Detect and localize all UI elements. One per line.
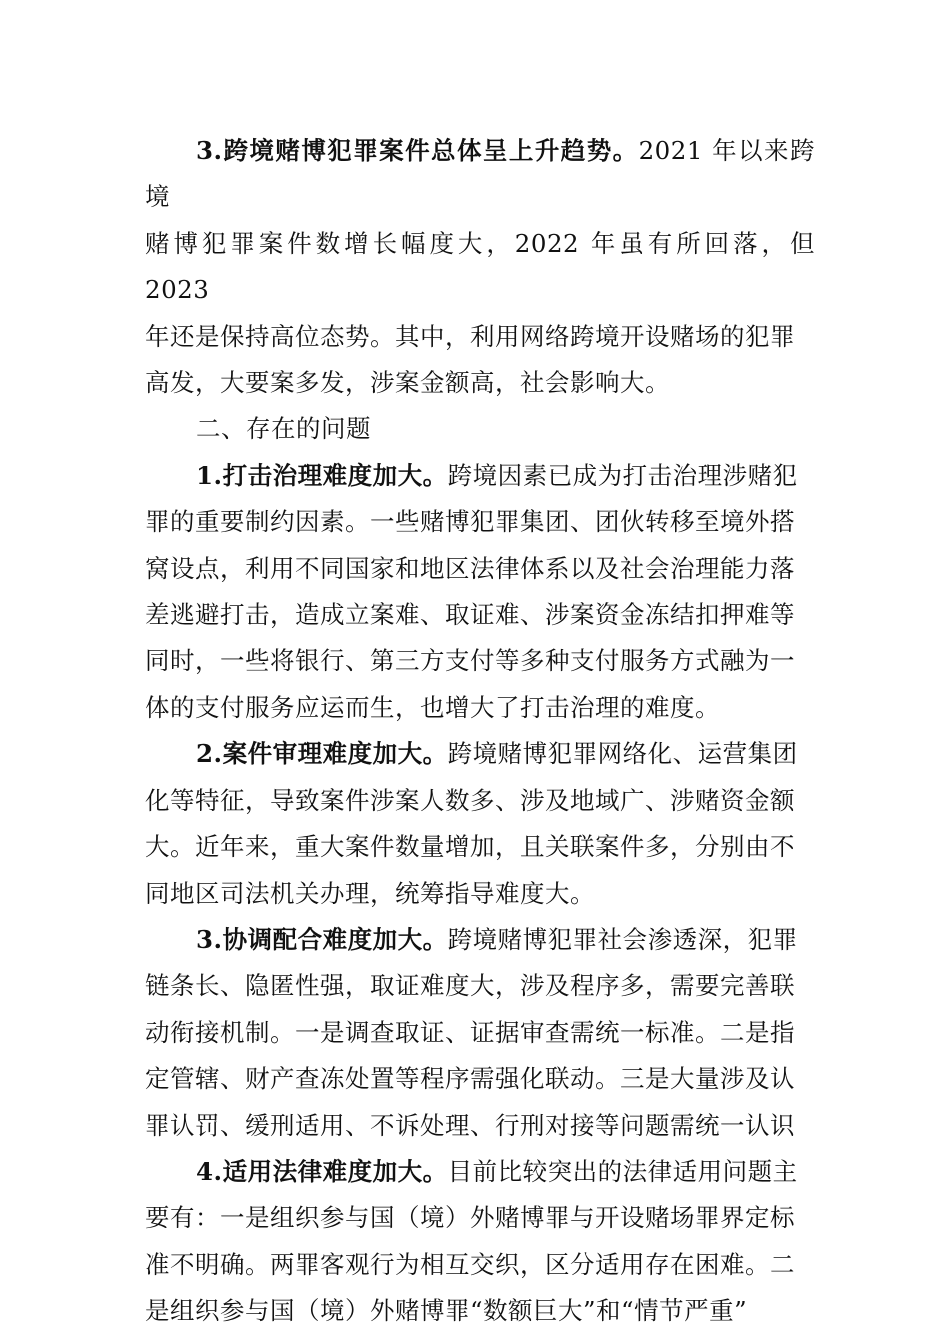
paragraph-legal-application-difficulty (145, 1149, 815, 1335)
section-heading-problems: 二、存在的问题 (196, 414, 371, 444)
paragraph-line: 准不明确。两罪客观行为相互交织，区分适用存在困难。二 (145, 1249, 795, 1279)
paragraph-lead: 1.打击治理难度加大。 (196, 460, 448, 490)
paragraph-line: 目前比较突出的法律适用问题主 (447, 1156, 798, 1186)
paragraph-lead: 4.适用法律难度加大。 (196, 1156, 448, 1186)
paragraph-line: 动衔接机制。一是调查取证、证据审查需统一标准。二是指 (145, 1017, 795, 1047)
paragraph-line: 2021 年以来跨境 (145, 136, 815, 212)
paragraph-line: 高发，大要案多发，涉案金额高，社会影响大。 (145, 368, 670, 398)
paragraph-line: 差逃避打击，造成立案难、取证难、涉案资金冻结扣押难等 (145, 600, 795, 630)
paragraph-coordination-difficulty (145, 917, 815, 1149)
paragraph-line: 年还是保持高位态势。其中，利用网络跨境开设赌场的犯罪 (145, 321, 795, 351)
document-body (145, 128, 815, 1335)
paragraph-line: 同地区司法机关办理，统筹指导难度大。 (145, 878, 595, 908)
paragraph-line: 赌博犯罪案件数增长幅度大，2022 年虽有所回落，但 2023 (145, 228, 815, 305)
paragraph-line: 是组织参与国（境）外赌博罪“数额巨大”和“情节严重” (145, 1296, 748, 1326)
paragraph-line: 化等特征，导致案件涉案人数多、涉及地域广、涉赌资金额 (145, 785, 795, 815)
paragraph-line: 要有：一是组织参与国（境）外赌博罪与开设赌场罪界定标 (145, 1203, 795, 1233)
paragraph-enforcement-difficulty (145, 453, 815, 731)
paragraph-line: 大。近年来，重大案件数量增加，且关联案件多，分别由不 (145, 832, 795, 862)
paragraph-line: 窝设点，利用不同国家和地区法律体系以及社会治理能力落 (145, 553, 795, 583)
paragraph-line: 跨境赌博犯罪网络化、运营集团 (447, 739, 798, 769)
paragraph-lead: 3.跨境赌博犯罪案件总体呈上升趋势。 (196, 136, 639, 165)
paragraph-line: 跨境因素已成为打击治理涉赌犯 (447, 460, 798, 490)
paragraph-trial-difficulty (145, 731, 815, 917)
paragraph-line: 链条长、隐匿性强，取证难度大，涉及程序多，需要完善联 (145, 971, 795, 1001)
paragraph-lead: 2.案件审理难度加大。 (196, 739, 448, 769)
paragraph-line: 定管辖、财产查冻处置等程序需强化联动。三是大量涉及认 (145, 1064, 795, 1094)
paragraph-rising-trend (145, 128, 815, 406)
paragraph-line: 跨境赌博犯罪社会渗透深，犯罪 (447, 924, 798, 954)
paragraph-line: 体的支付服务应运而生，也增大了打击治理的难度。 (145, 692, 720, 722)
paragraph-lead: 3.协调配合难度加大。 (196, 924, 448, 954)
paragraph-line: 同时，一些将银行、第三方支付等多种支付服务方式融为一 (145, 646, 795, 676)
paragraph-line: 罪的重要制约因素。一些赌博犯罪集团、团伙转移至境外搭 (145, 507, 795, 537)
paragraph-line: 罪认罚、缓刑适用、不诉处理、行刑对接等问题需统一认识 (145, 1110, 795, 1140)
